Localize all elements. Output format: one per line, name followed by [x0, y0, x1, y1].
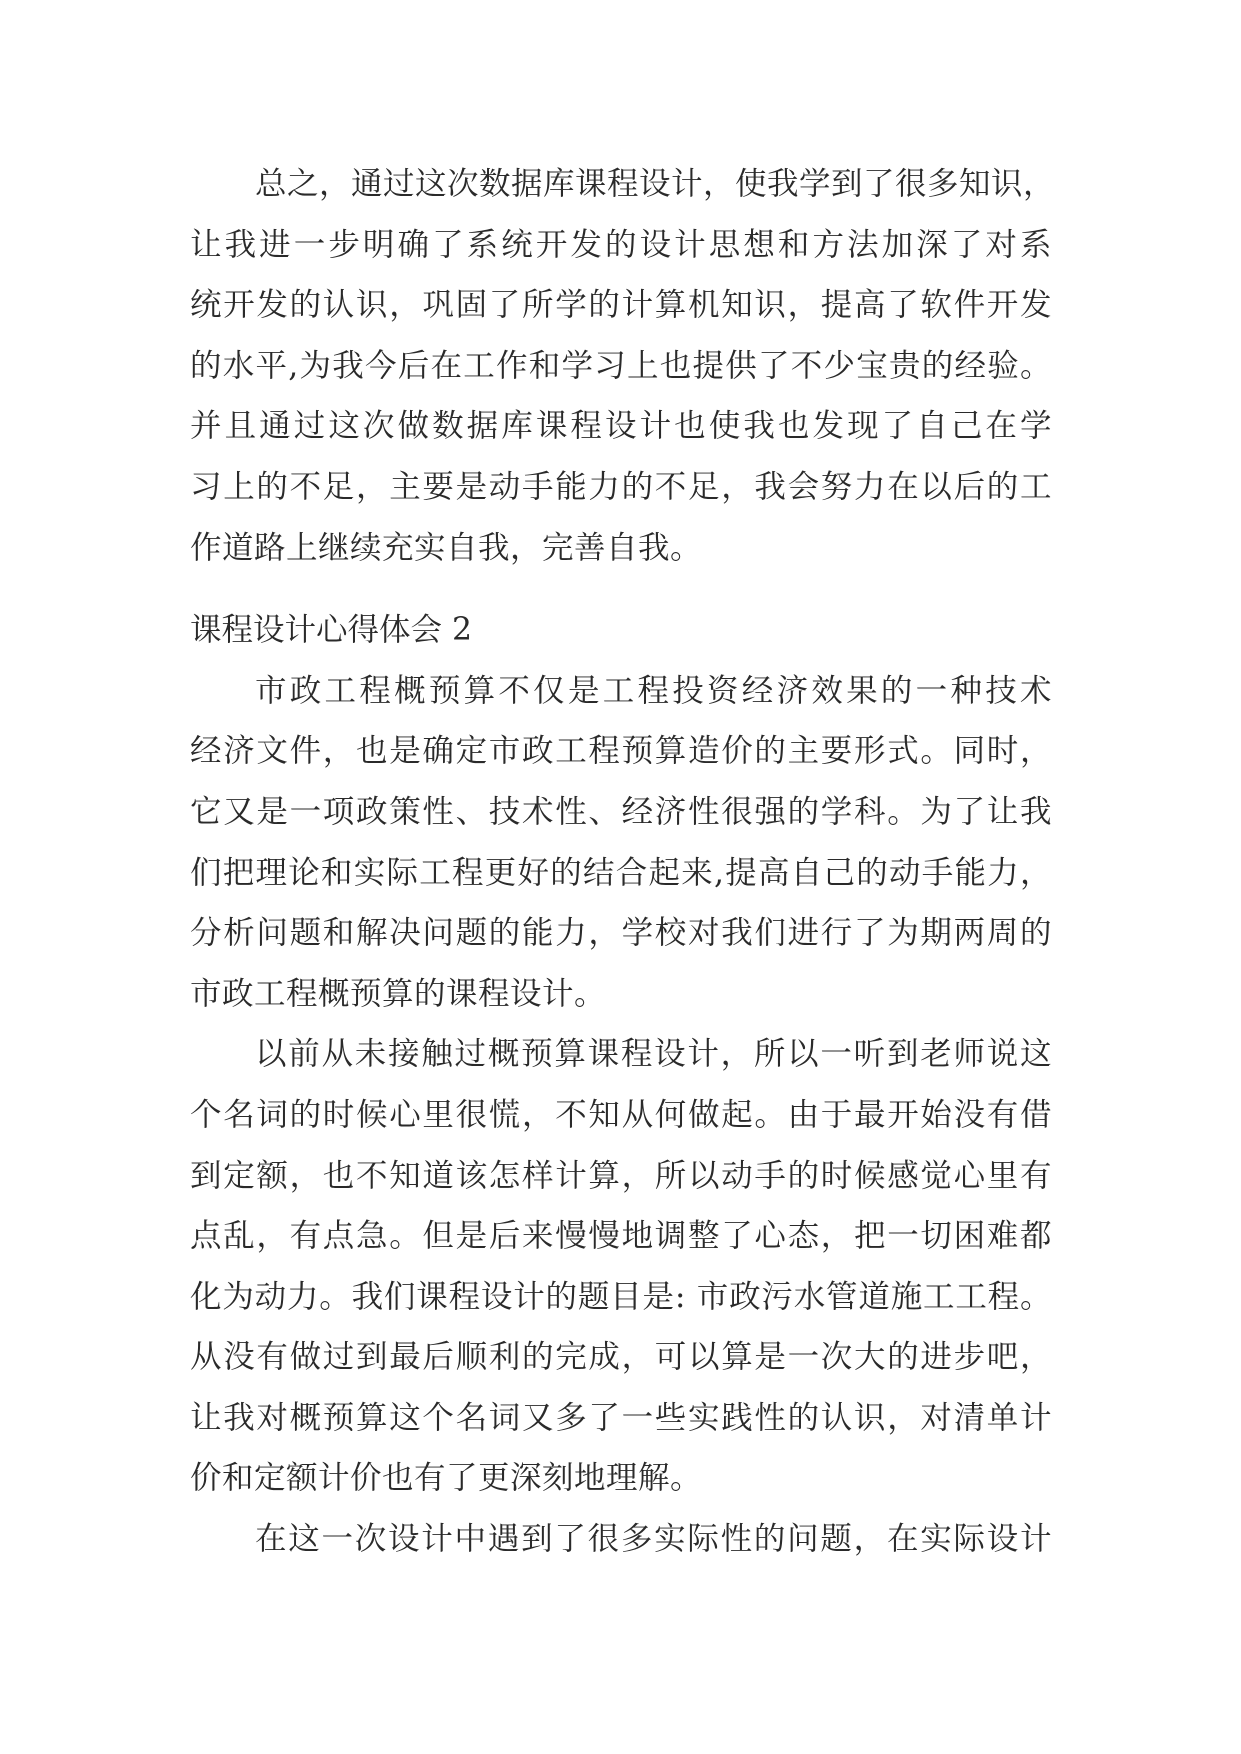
- paragraph-line: 经济文件，也是确定市政工程预算造价的主要形式。同时，: [190, 733, 1052, 770]
- paragraph-line: 个名词的时候心里很慌，不知从何做起。由于最开始没有借: [190, 1096, 1052, 1133]
- paragraph-line: 让我对概预算这个名词又多了一些实践性的认识，对清单计: [190, 1399, 1052, 1436]
- section-heading: 课程设计心得体会 2: [190, 612, 473, 649]
- paragraph: [190, 661, 1052, 1025]
- paragraph-line: 市政工程概预算的课程设计。: [190, 975, 607, 1012]
- paragraph: [190, 1509, 1052, 1570]
- paragraph-line: 到定额，也不知道该怎样计算，所以动手的时候感觉心里有: [190, 1157, 1052, 1194]
- paragraph-line: 价和定额计价也有了更深刻地理解。: [190, 1460, 703, 1497]
- paragraph-line: 化为动力。我们课程设计的题目是: 市政污水管道施工工程。: [190, 1278, 1052, 1315]
- paragraph: [190, 1024, 1052, 1509]
- paragraph-line: 作道路上继续充实自我，完善自我。: [190, 529, 703, 566]
- paragraph-line: 在这一次设计中遇到了很多实际性的问题，在实际设计: [255, 1521, 1052, 1558]
- paragraph-line: 的水平,为我今后在工作和学习上也提供了不少宝贵的经验。: [190, 347, 1052, 384]
- paragraph-line: 总之，通过这次数据库课程设计，使我学到了很多知识，: [255, 166, 1056, 202]
- paragraph-line: 并且通过这次做数据库课程设计也使我也发现了自己在学: [190, 408, 1052, 445]
- paragraph-line: 们把理论和实际工程更好的结合起来,提高自己的动手能力，: [190, 854, 1052, 891]
- paragraph-line: 让我进一步明确了系统开发的设计思想和方法加深了对系: [190, 226, 1052, 263]
- paragraph-line: 统开发的认识，巩固了所学的计算机知识，提高了软件开发: [190, 287, 1052, 324]
- paragraph-line: 它又是一项政策性、技术性、经济性很强的学科。为了让我: [190, 793, 1052, 830]
- section-gap: [190, 578, 1052, 600]
- paragraph: [190, 154, 1056, 578]
- paragraph-line: 市政工程概预算不仅是工程投资经济效果的一种技术: [255, 672, 1052, 709]
- paragraph-line: 习上的不足，主要是动手能力的不足，我会努力在以后的工: [190, 468, 1052, 505]
- paragraph-line: 从没有做过到最后顺利的完成，可以算是一次大的进步吧，: [190, 1339, 1052, 1376]
- paragraph-line: 分析问题和解决问题的能力，学校对我们进行了为期两周的: [190, 915, 1052, 952]
- paragraph-line: 以前从未接触过概预算课程设计，所以一听到老师说这: [255, 1036, 1052, 1073]
- paragraph-line: 点乱，有点急。但是后来慢慢地调整了心态，把一切困难都: [190, 1218, 1052, 1255]
- document-body: [190, 154, 1056, 1570]
